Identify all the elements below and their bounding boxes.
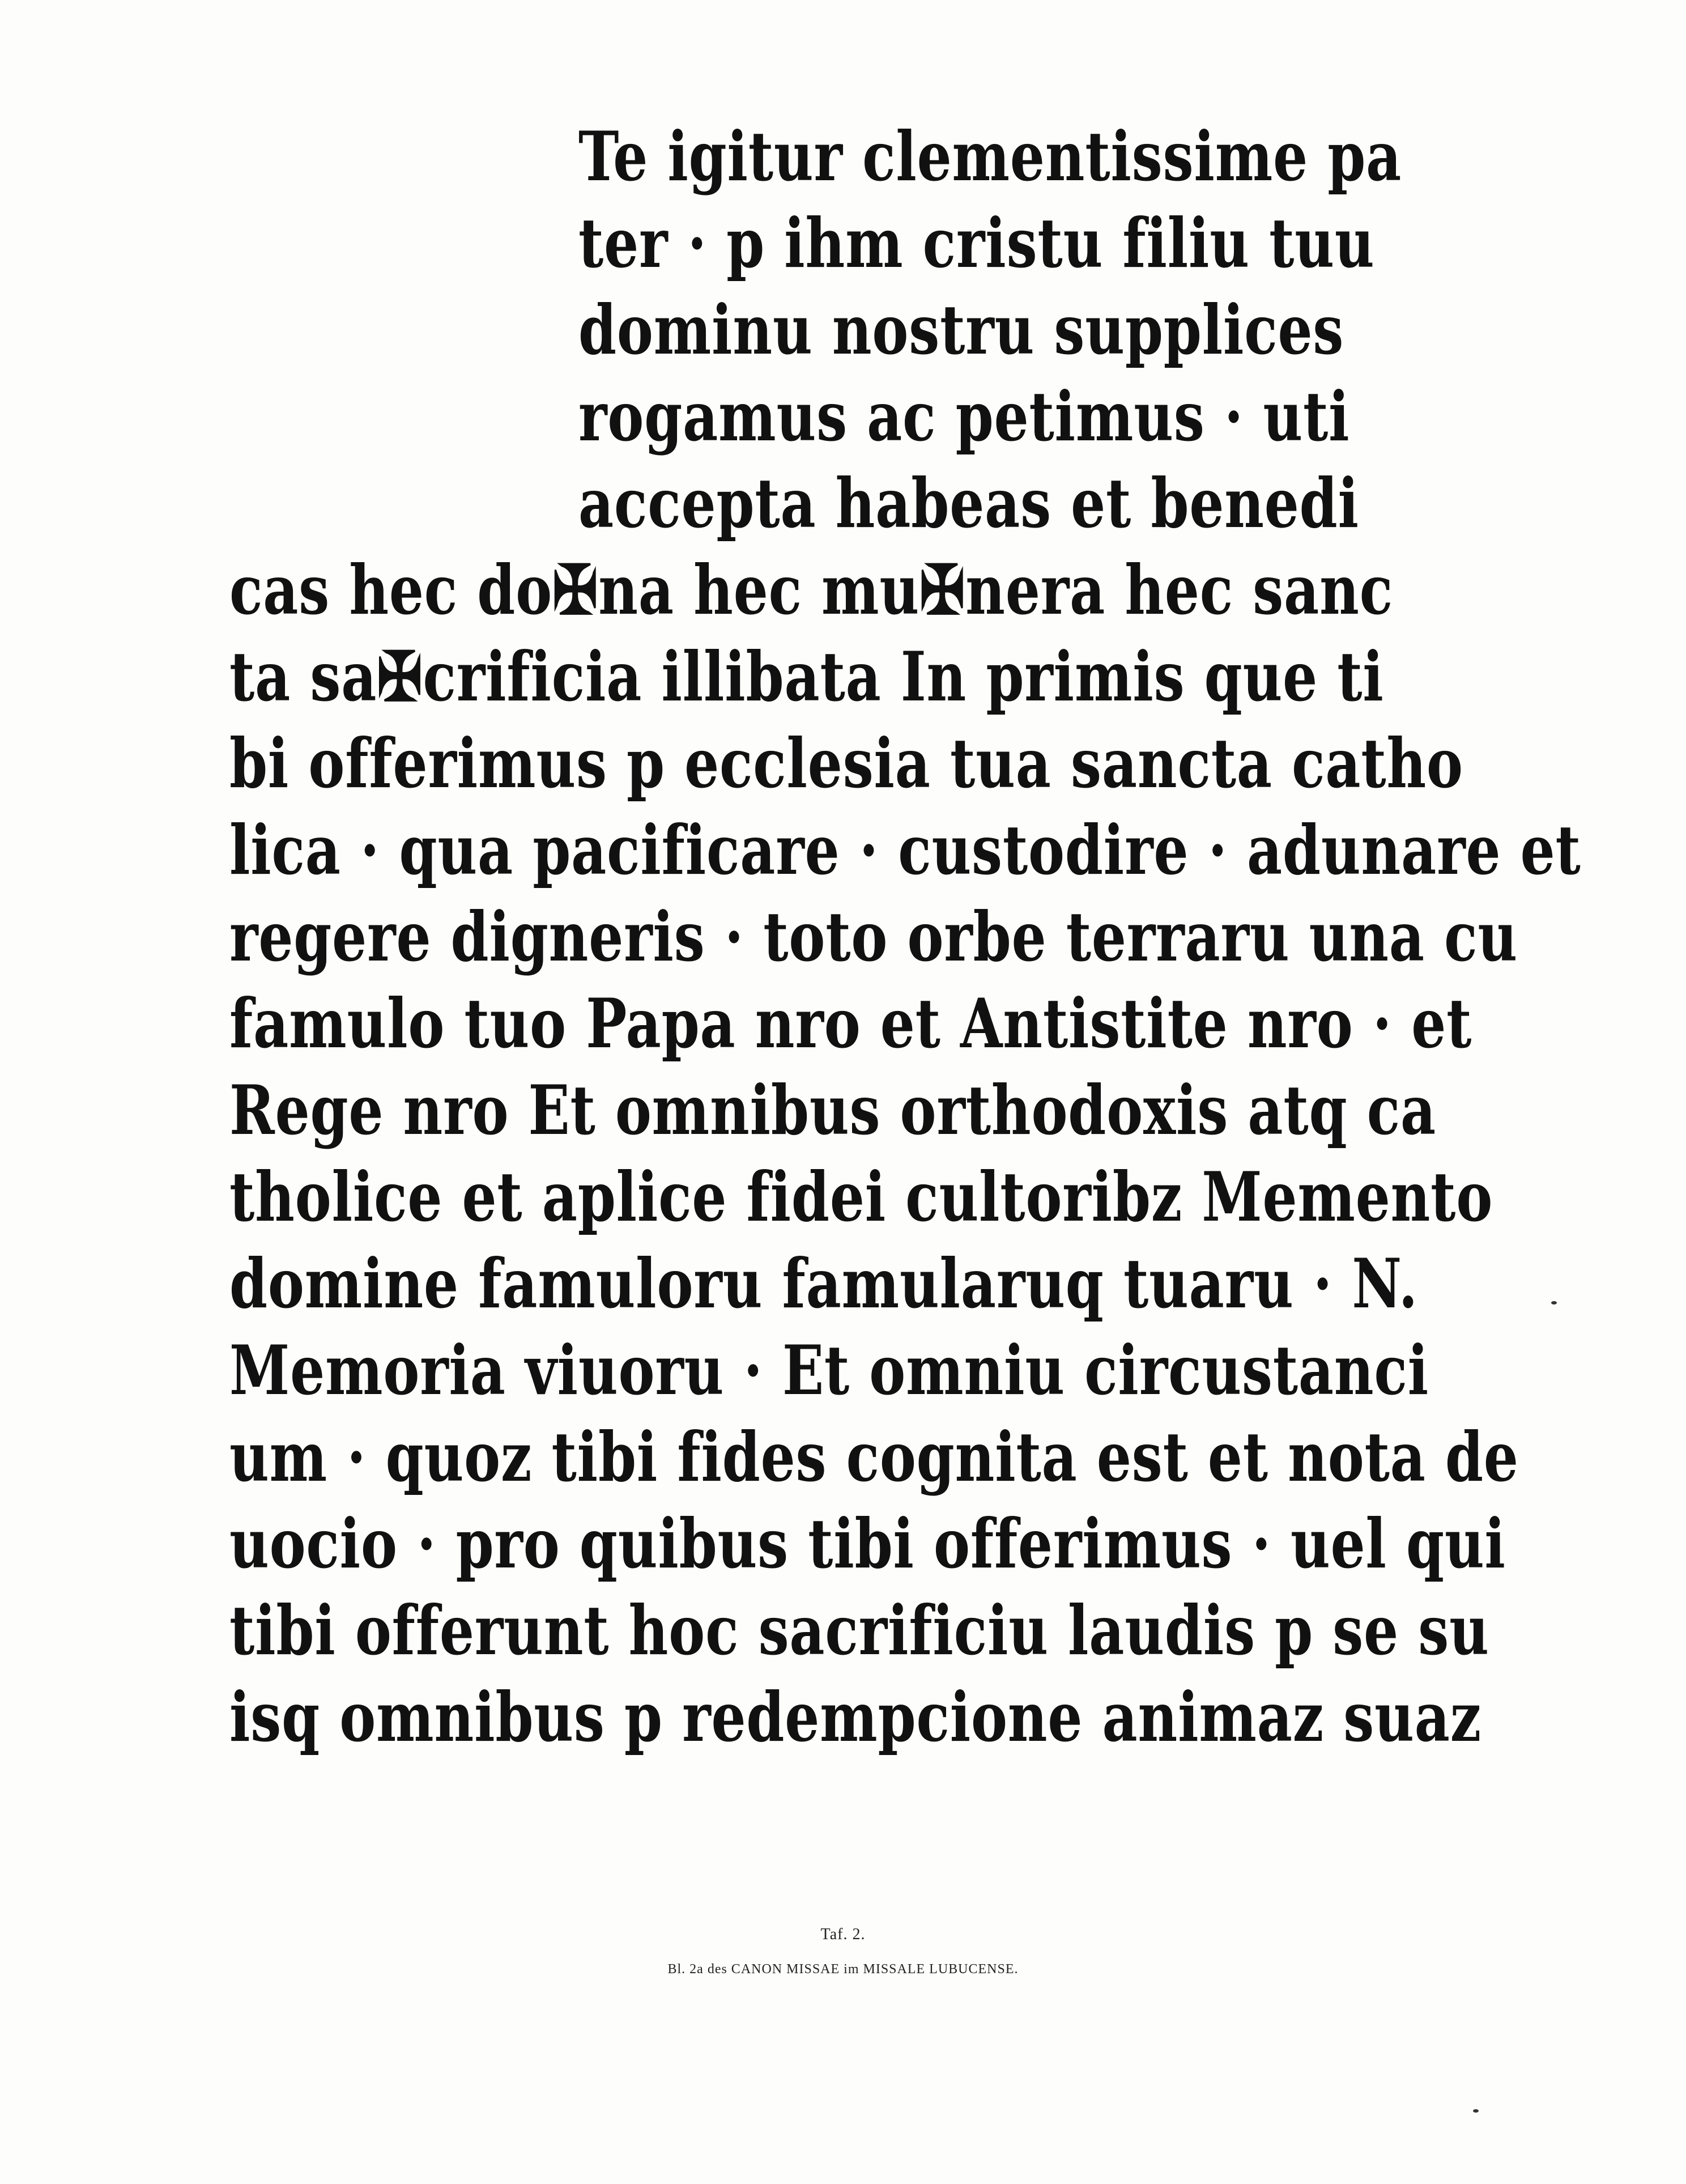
text-line: tholice et aplice fidei cultoribz Memento <box>229 1157 1493 1237</box>
text-line: dominu nostru supplices <box>578 290 1344 370</box>
plate-number-caption: Taf. 2. <box>820 1926 866 1943</box>
text-line: uocio · pro quibus tibi offerimus · uel qui <box>229 1504 1506 1584</box>
text-line: lica · qua pacificare · custodire · adunare et <box>229 810 1581 890</box>
text-line: Te igitur clementissime pa <box>578 117 1402 197</box>
text-line: cas hec do✠na hec mu✠nera hec sanc <box>229 550 1393 630</box>
text-line: um · quoz tibi fides cognita est et nota de <box>229 1417 1519 1497</box>
text-line: ta sa✠crificia illibata In primis que ti <box>229 637 1384 717</box>
ink-speck <box>1551 1301 1557 1305</box>
text-line: regere digneris · toto orbe terraru una cu <box>229 897 1518 977</box>
text-line: Rege nro Et omnibus orthodoxis atq ca <box>229 1070 1436 1150</box>
text-line: rogamus ac petimus · uti <box>578 377 1350 457</box>
text-line: Memoria viuoru · Et omniu circustanci <box>229 1331 1429 1410</box>
blackletter-text-block <box>229 113 1581 1761</box>
text-line: domine famuloru famularuq tuaru · N. <box>229 1244 1418 1324</box>
text-line: isq omnibus p redempcione animaz suaz <box>229 1677 1482 1757</box>
ink-speck <box>1473 2109 1479 2113</box>
text-line: ter · p ihm cristu filiu tuu <box>578 203 1375 283</box>
text-line: famulo tuo Papa nro et Antistite nro · et <box>229 984 1472 1064</box>
text-line: bi offerimus p ecclesia tua sancta catho <box>229 724 1463 804</box>
source-caption: Bl. 2a des CANON MISSAE im MISSALE LUBUCENSE. <box>667 1962 1019 1977</box>
text-line: tibi offerunt hoc sacrificiu laudis p se su <box>229 1591 1489 1671</box>
text-line: accepta habeas et benedi <box>578 464 1359 543</box>
